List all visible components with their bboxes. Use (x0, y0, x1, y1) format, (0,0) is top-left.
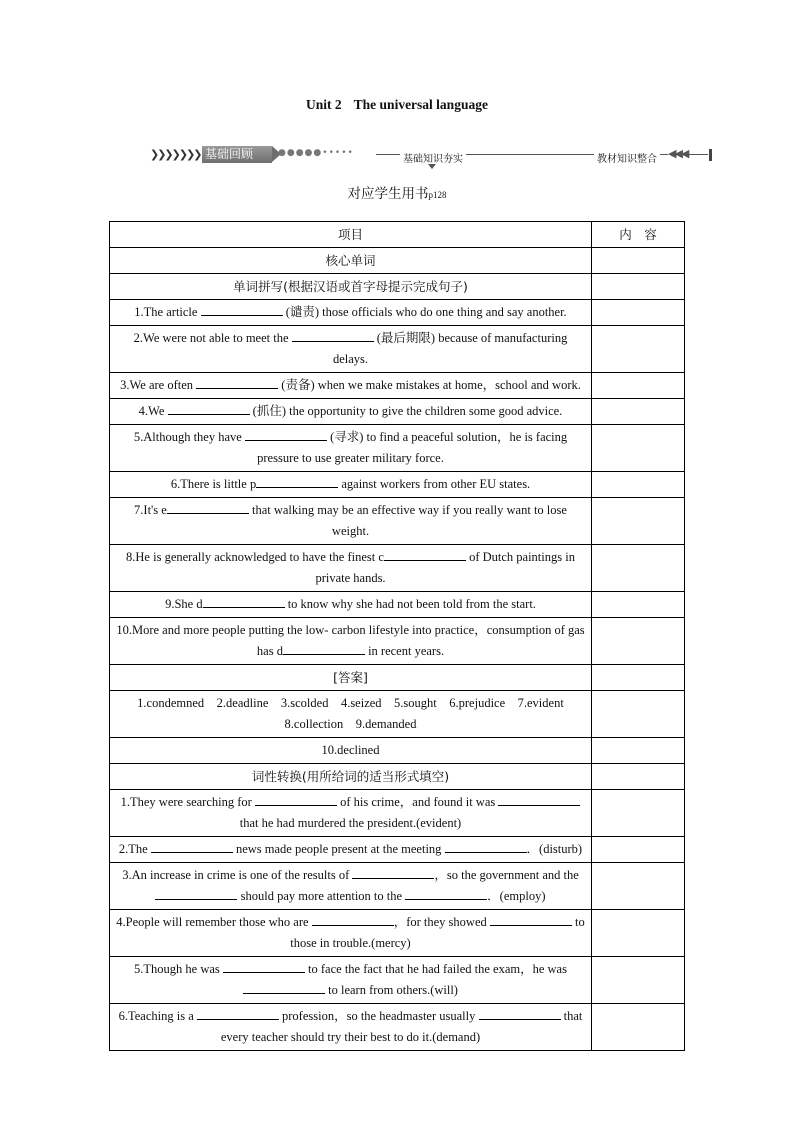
exercise-row-item: 5.Though he was to face the fact that he had failed the exam，he was to learn from others.(will) (110, 957, 592, 1004)
answer-blank (283, 641, 365, 655)
triangle-down-icon (428, 164, 436, 169)
answer-label-row-content-cell (592, 665, 685, 691)
exercise-row (110, 472, 685, 498)
exercise-row-item: 1.They were searching for of his crime，and found it was that he had murdered the president.(evident) (110, 790, 592, 837)
book-reference: 对应学生用书p128 (347, 186, 447, 202)
answer-blank (196, 375, 278, 389)
exercise-row-content-cell (592, 399, 685, 425)
answer-blank (243, 980, 325, 994)
exercise-row-content-cell (592, 300, 685, 326)
exercise-row-item: 1.The article (谴责) those officials who do one thing and say another. (110, 300, 592, 326)
exercise-row-item: 9.She d to know why she had not been told from the start. (110, 592, 592, 618)
answer-blank (203, 594, 285, 608)
exercise-row (110, 545, 685, 592)
banner-right-label: 教材知识整合 (594, 150, 660, 165)
banner-mid-label: 基础知识夯实 (400, 150, 466, 165)
unit-label: Unit 2 (306, 97, 342, 112)
answer-blank (151, 839, 233, 853)
table-header (110, 222, 685, 248)
exercise-row-item: 5.Although they have (寻求) to find a peaceful solution，he is facing pressure to use greater military force. (110, 425, 592, 472)
exercise-row (110, 910, 685, 957)
answers-row-content-cell (592, 691, 685, 738)
answer-label-row-item: [答案] (110, 665, 592, 691)
exercise-row-content-cell (592, 863, 685, 910)
exercise-row (110, 373, 685, 399)
exercise-row (110, 399, 685, 425)
answer-label-row (110, 665, 685, 691)
exercise-row-content-cell (592, 545, 685, 592)
answer-blank (384, 547, 466, 561)
exercise-row-item: 2.We were not able to meet the (最后期限) because of manufacturing delays. (110, 326, 592, 373)
banner-end-bar (709, 149, 712, 161)
exercise-row (110, 790, 685, 837)
answer-blank (167, 500, 249, 514)
part2-title-item: 词性转换(用所给词的适当形式填空) (110, 764, 592, 790)
exercise-row (110, 300, 685, 326)
exercise-row-item: 6.Teaching is a profession，so the headmaster usually that every teacher should try their best to do it.(demand) (110, 1004, 592, 1051)
answer-blank (168, 401, 250, 415)
answer-blank (292, 328, 374, 342)
part1-title-item: 单词拼写(根据汉语或首字母提示完成句子) (110, 274, 592, 300)
exercise-row (110, 425, 685, 472)
section-core-words-content-cell (592, 248, 685, 274)
banner-tag: 基础回顾 (202, 146, 272, 163)
exercise-row (110, 1004, 685, 1051)
exercise-row-content-cell (592, 790, 685, 837)
answer-blank (255, 792, 337, 806)
answer-blank (245, 427, 327, 441)
exercise-row-content-cell (592, 373, 685, 399)
part1-title (110, 274, 685, 300)
exercise-row-item: 4.We (抓住) the opportunity to give the children some good advice. (110, 399, 592, 425)
exercise-row (110, 326, 685, 373)
exercise-row (110, 498, 685, 545)
exercise-row-content-cell (592, 618, 685, 665)
exercise-row-content-cell (592, 592, 685, 618)
answers-row-2 (110, 738, 685, 764)
answer-blank (445, 839, 527, 853)
exercise-row-content-cell (592, 910, 685, 957)
part2-title-content-cell (592, 764, 685, 790)
part2-title (110, 764, 685, 790)
part1-title-content-cell (592, 274, 685, 300)
exercise-row (110, 618, 685, 665)
exercise-row-content-cell (592, 1004, 685, 1051)
answers-row-2-item: 10.declined (110, 738, 592, 764)
exercise-row (110, 957, 685, 1004)
answer-blank (201, 302, 283, 316)
exercise-row-item: 10.More and more people putting the low- carbon lifestyle into practice，consumption of gas has d in recent years. (110, 618, 592, 665)
answer-blank (155, 886, 237, 900)
exercise-table (109, 221, 685, 1051)
right-arrows-icon: ❯❯❯❯❯❯❯ (150, 148, 201, 161)
exercise-row-content-cell (592, 957, 685, 1004)
exercise-row-item: 8.He is generally acknowledged to have the finest c of Dutch paintings in private hands. (110, 545, 592, 592)
section-core-words (110, 248, 685, 274)
exercise-row (110, 837, 685, 863)
exercise-row-content-cell (592, 498, 685, 545)
unit-name: The universal language (353, 97, 488, 112)
table-header-item: 项目 (110, 222, 592, 248)
section-banner (150, 144, 712, 168)
answer-blank (405, 886, 487, 900)
answer-blank (223, 959, 305, 973)
exercise-row-item: 3.We are often (责备) when we make mistakes at home，school and work. (110, 373, 592, 399)
exercise-row (110, 592, 685, 618)
page-title (0, 97, 794, 113)
answers-row-2-content-cell (592, 738, 685, 764)
answer-blank (490, 912, 572, 926)
exercise-row-item: 2.The news made people present at the meeting ．(disturb) (110, 837, 592, 863)
exercise-row-content-cell (592, 425, 685, 472)
exercise-row-content-cell (592, 326, 685, 373)
section-core-words-item: 核心单词 (110, 248, 592, 274)
answer-blank (197, 1006, 279, 1020)
exercise-row-item: 7.It's e that walking may be an effective way if you really want to lose weight. (110, 498, 592, 545)
answer-blank (312, 912, 394, 926)
answer-blank (498, 792, 580, 806)
answer-blank (479, 1006, 561, 1020)
exercise-row-content-cell (592, 472, 685, 498)
left-arrows-icon: ◀◀◀ (668, 147, 688, 160)
answers-row (110, 691, 685, 738)
table-header-content-cell: 内 容 (592, 222, 685, 248)
answer-blank (256, 474, 338, 488)
answers-row-item: 1.condemned 2.deadline 3.scolded 4.seized 5.sought 6.prejudice 7.evident 8.collection 9.demanded (110, 691, 592, 738)
exercise-row (110, 863, 685, 910)
exercise-row-item: 6.There is little p against workers from other EU states. (110, 472, 592, 498)
dots-icon: ●●●●●••••• (278, 148, 354, 158)
exercise-row-item: 4.People will remember those who are ，for they showed to those in trouble.(mercy) (110, 910, 592, 957)
exercise-row-content-cell (592, 837, 685, 863)
answer-blank (352, 865, 434, 879)
exercise-row-item: 3.An increase in crime is one of the results of ，so the government and the should pay more attention to the ．(employ) (110, 863, 592, 910)
